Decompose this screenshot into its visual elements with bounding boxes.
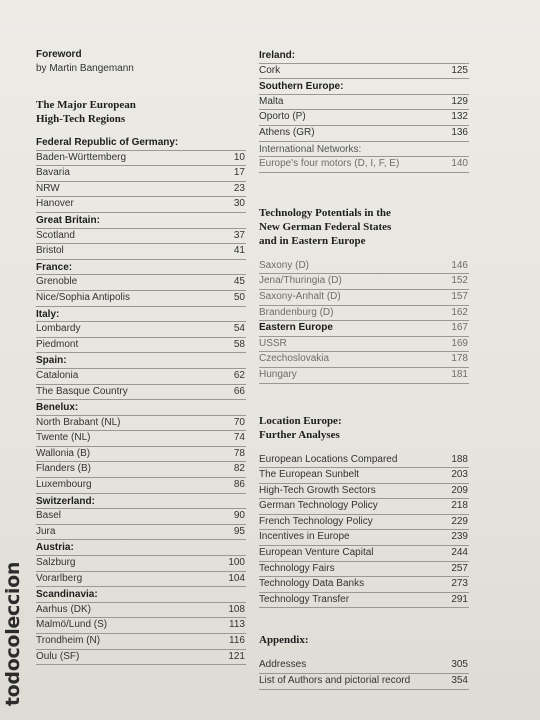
toc-entry [259, 468, 469, 484]
toc-entry-title: The Basque Country [36, 385, 128, 397]
toc-entry-page: 291 [451, 593, 468, 605]
toc-entry [36, 525, 246, 541]
toc-entry-title: Basel [36, 510, 62, 522]
toc-left-column [36, 48, 246, 665]
toc-entry-page: 140 [451, 158, 468, 170]
toc-entry [36, 197, 246, 213]
toc-entry-title: Luxembourg [36, 479, 92, 491]
toc-entry [36, 462, 246, 478]
toc-entry [259, 290, 469, 306]
toc-entry [259, 110, 469, 126]
toc-entry-page: 113 [229, 619, 245, 631]
toc-entry-title: Grenoble [36, 276, 78, 288]
toc-entry [259, 126, 469, 142]
toc-entry-title: Czechoslovakia [259, 353, 330, 365]
toc-entry-page: 58 [233, 338, 245, 350]
group-heading: Spain: [36, 353, 246, 369]
section-title-high-tech-regions [36, 98, 246, 126]
toc-entry [259, 484, 469, 500]
toc-entry [36, 556, 246, 572]
foreword-author: by Martin Bangemann [36, 63, 134, 74]
toc-entry [259, 515, 469, 531]
toc-entry-title: Malmö/Lund (S) [36, 619, 108, 631]
foreword-title: Foreword [36, 49, 82, 60]
toc-entry-page: 209 [451, 484, 468, 496]
toc-entry [259, 352, 469, 368]
toc-entry [259, 546, 469, 562]
section-title-appendix: Appendix: [259, 634, 309, 647]
toc-entry [259, 306, 469, 322]
toc-entry-page: 104 [228, 572, 245, 584]
toc-entry [259, 530, 469, 546]
toc-entry-title: Saxony-Anhalt (D) [259, 290, 341, 302]
toc-entry-title: USSR [259, 337, 287, 349]
toc-entry [259, 577, 469, 593]
toc-entry [36, 338, 246, 354]
toc-entry-title: The European Sunbelt [259, 469, 360, 481]
toc-entry-title: NRW [36, 182, 60, 194]
group-heading: Austria: [36, 540, 246, 556]
toc-entry-page: 90 [233, 510, 245, 522]
toc-entry-page: 354 [451, 675, 468, 687]
toc-entry-title: Aarhus (DK) [36, 603, 92, 615]
toc-entry-page: 50 [233, 291, 245, 303]
group-heading: Great Britain: [36, 213, 246, 229]
toc-entry [36, 416, 246, 432]
toc-entry-title: Scotland [36, 229, 75, 241]
toc-entry-page: 45 [233, 276, 245, 288]
toc-entry-page: 23 [233, 182, 245, 194]
toc-entry-page: 167 [451, 322, 468, 334]
toc-entry [36, 634, 246, 650]
toc-entry [259, 562, 469, 578]
toc-entry-title: Trondheim (N) [36, 635, 101, 646]
toc-entry [259, 453, 469, 469]
toc-entry [259, 95, 469, 111]
toc-entry-page: 41 [233, 245, 245, 257]
toc-entry [36, 650, 246, 666]
toc-entry-title: Addresses [259, 659, 307, 671]
toc-entry-title: Technology Transfer [259, 593, 350, 605]
toc-entry-title: French Technology Policy [259, 515, 373, 527]
toc-entry-title: Technology Data Banks [259, 578, 365, 590]
toc-entry [36, 618, 246, 634]
toc-entry-title: European Venture Capital [259, 547, 374, 559]
section-title-line: The Major European [36, 99, 136, 111]
group-heading: Federal Republic of Germany: [36, 135, 246, 151]
toc-entry-title: Lombardy [36, 323, 81, 335]
networks-list [259, 157, 469, 173]
toc-entry-page: 125 [451, 64, 468, 76]
toc-entry-page: 10 [233, 151, 245, 163]
toc-entry [36, 509, 246, 525]
section-title-line: and in Eastern Europe [259, 234, 366, 247]
group-heading: Italy: [36, 307, 246, 323]
southern-europe-list [259, 95, 469, 142]
toc-entry-title: Eastern Europe [259, 322, 333, 334]
toc-entry [36, 447, 246, 463]
toc-entry [36, 166, 246, 182]
group-heading: Switzerland: [36, 494, 246, 510]
toc-entry-page: 203 [451, 469, 468, 481]
toc-entry-page: 273 [451, 578, 468, 590]
toc-entry-page: 305 [451, 659, 468, 671]
toc-entry-page: 178 [451, 353, 468, 365]
toc-entry [259, 259, 469, 275]
toc-entry [36, 572, 246, 588]
toc-entry-title: Europe's four motors (D, I, F, E) [259, 158, 400, 170]
eastern-europe-list [259, 337, 469, 384]
toc-entry-title: High-Tech Growth Sectors [259, 484, 376, 496]
watermark-text: todocoleccion [2, 561, 25, 707]
toc-entry-title: Vorarlberg [36, 572, 83, 584]
toc-entry-page: 218 [451, 500, 468, 512]
region-list [36, 135, 246, 665]
toc-entry-page: 121 [228, 650, 245, 662]
toc-entry [36, 291, 246, 307]
appendix-list [259, 658, 469, 689]
section-title-location-europe [259, 414, 469, 442]
group-heading-eastern-europe [259, 321, 469, 337]
toc-entry [259, 274, 469, 290]
toc-entry-title: Jura [36, 525, 56, 537]
toc-entry [36, 275, 246, 291]
toc-entry-page: 108 [228, 603, 245, 615]
toc-entry-title: Flanders (B) [36, 463, 92, 475]
toc-entry [259, 64, 469, 80]
section-title-line: Location Europe: [259, 414, 342, 427]
section-title-technology-potentials [259, 206, 469, 248]
group-heading-southern-europe: Southern Europe: [259, 79, 469, 95]
toc-entry-title: European Locations Compared [259, 453, 398, 465]
toc-entry-page: 181 [451, 368, 468, 380]
toc-entry [259, 157, 469, 173]
toc-entry-page: 129 [451, 95, 468, 107]
toc-entry [36, 182, 246, 198]
toc-entry-title: List of Authors and pictorial record [259, 675, 411, 687]
toc-entry-title: Cork [259, 64, 281, 76]
toc-entry-title: Bristol [36, 245, 64, 257]
toc-entry-title: Twente (NL) [36, 432, 91, 444]
toc-entry [36, 478, 246, 494]
toc-entry-page: 74 [233, 432, 245, 444]
toc-entry-title: Oulu (SF) [36, 650, 80, 662]
toc-entry-page: 30 [233, 198, 245, 210]
toc-entry-page: 162 [451, 306, 468, 318]
toc-entry-page: 152 [451, 275, 468, 287]
toc-entry [36, 431, 246, 447]
toc-entry-title: German Technology Policy [259, 500, 378, 512]
toc-entry [36, 322, 246, 338]
toc-entry-page: 54 [233, 323, 245, 335]
section-title-line: Further Analyses [259, 428, 340, 441]
toc-entry-title: Baden-Württemberg [36, 151, 127, 163]
toc-entry-page: 229 [451, 515, 468, 527]
toc-entry-title: Jena/Thuringia (D) [259, 275, 342, 287]
toc-entry-title: Catalonia [36, 369, 79, 381]
toc-entry-page: 70 [233, 416, 245, 428]
toc-entry-page: 157 [451, 290, 468, 302]
technology-potentials-list [259, 259, 469, 321]
toc-entry-page: 188 [451, 453, 468, 465]
toc-right-column [259, 48, 469, 690]
toc-entry-page: 78 [233, 447, 245, 459]
toc-entry-page: 62 [233, 369, 245, 381]
toc-entry-page: 86 [233, 479, 245, 491]
toc-entry [259, 674, 469, 690]
toc-entry-title: Bavaria [36, 167, 70, 179]
group-heading: Scandinavia: [36, 587, 246, 603]
toc-entry-title: Athens (GR) [259, 126, 315, 138]
toc-entry-title: Brandenburg (D) [259, 306, 334, 318]
toc-entry [36, 244, 246, 260]
location-europe-list [259, 453, 469, 609]
toc-entry-page: 66 [233, 385, 245, 397]
toc-entry-page: 169 [451, 337, 468, 349]
toc-entry-page: 239 [451, 531, 468, 543]
toc-entry-title: Saxony (D) [259, 259, 310, 271]
toc-entry-title: Oporto (P) [259, 111, 306, 123]
toc-entry-title: Salzburg [36, 557, 76, 569]
toc-entry-page: 100 [228, 557, 245, 569]
toc-entry-title: Hanover [36, 198, 74, 210]
toc-entry-title: Technology Fairs [259, 562, 335, 574]
toc-entry-page: 136 [451, 126, 468, 138]
section-title-line: Technology Potentials in the [259, 206, 391, 219]
section-title-line: New German Federal States [259, 220, 392, 233]
toc-entry-page: 82 [233, 463, 245, 475]
toc-entry [36, 385, 246, 401]
group-heading: France: [36, 260, 246, 276]
toc-entry [259, 499, 469, 515]
toc-entry-page: 116 [229, 635, 245, 646]
toc-entry-title: Nice/Sophia Antipolis [36, 291, 130, 303]
toc-entry-page: 17 [233, 167, 245, 179]
toc-entry [36, 151, 246, 167]
toc-entry [259, 368, 469, 384]
toc-entry [36, 369, 246, 385]
toc-entry [259, 593, 469, 609]
toc-entry-page: 257 [451, 562, 468, 574]
toc-entry-title: North Brabant (NL) [36, 416, 121, 428]
group-heading-ireland: Ireland: [259, 48, 469, 64]
watermark-logo [2, 548, 24, 720]
ireland-list [259, 64, 469, 80]
toc-entry-title: Hungary [259, 368, 297, 380]
toc-entry [36, 229, 246, 245]
toc-entry-page: 146 [451, 259, 468, 271]
toc-entry-title: Incentives in Europe [259, 531, 350, 543]
toc-entry-page: 132 [451, 111, 468, 123]
toc-entry-page: 95 [233, 525, 245, 537]
toc-entry [259, 337, 469, 353]
toc-entry-page: 244 [451, 547, 468, 559]
toc-entry [36, 603, 246, 619]
section-title-line: High-Tech Regions [36, 113, 126, 125]
toc-entry-title: Wallonia (B) [36, 447, 91, 459]
toc-entry-title: Piedmont [36, 338, 79, 350]
group-heading: Benelux: [36, 400, 246, 416]
toc-entry-page: 37 [233, 229, 245, 241]
toc-entry-title: Malta [259, 95, 284, 107]
group-heading-international-networks: International Networks: [259, 142, 469, 158]
toc-entry [259, 658, 469, 674]
